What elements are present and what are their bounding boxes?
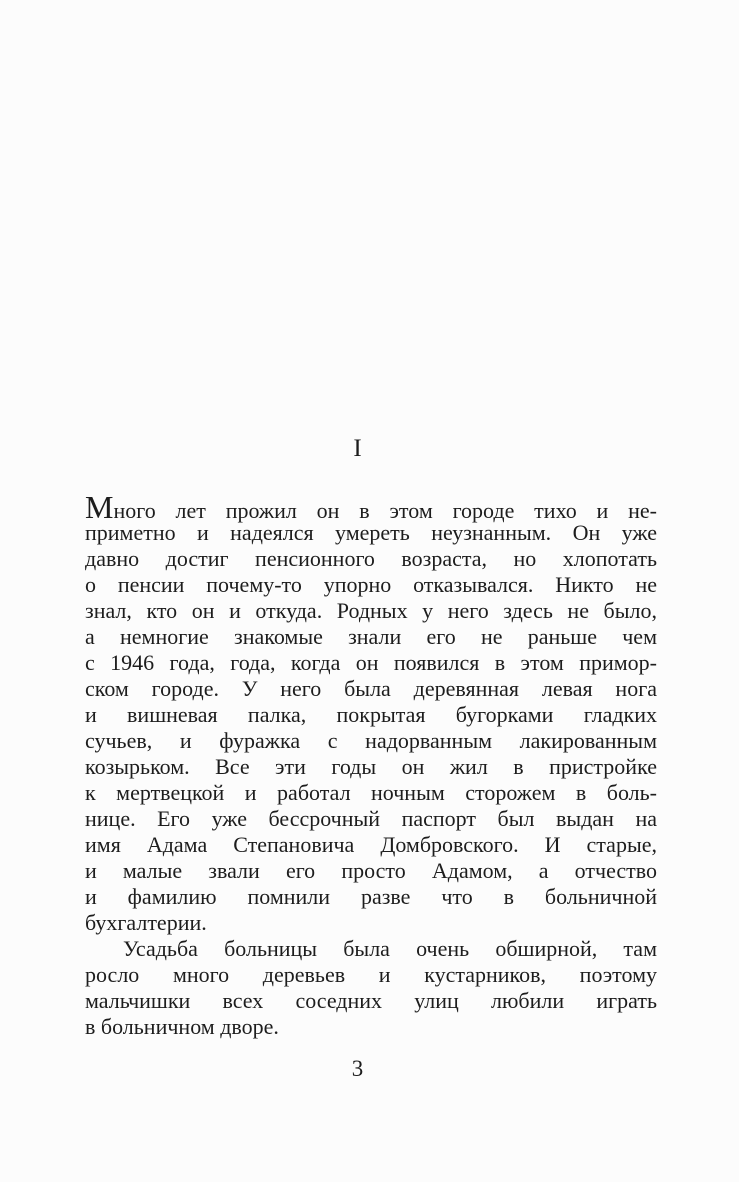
text-line: приметно и надеялся умереть неузнанным. Он уже [85,520,657,545]
text-line-rest: ного лет прожил он в этом городе тихо и не- [113,498,657,523]
drop-cap: М [85,489,114,525]
text-line: знал, кто он и откуда. Родных у него здесь не было, [85,598,657,623]
text-line: росло много деревьев и кустарников, поэтому [85,962,657,987]
text-line: и вишневая палка, покрытая бугорками гладких [85,702,657,727]
text-line: с 1946 года, года, когда он появился в этом примор- [85,650,657,675]
text-line: бухгалтерии. [85,910,207,935]
body-text [85,489,657,1040]
text-line: козырьком. Все эти годы он жил в пристройке [85,754,657,779]
text-line: к мертвецкой и работал ночным сторожем в боль- [85,780,657,805]
text-line: ском городе. У него была деревянная левая нога [85,676,657,701]
text-line: сучьев, и фуражка с надорванным лакированным [85,728,657,753]
text-line: в больничном дворе. [85,1014,279,1039]
text-line: о пенсии почему-то упорно отказывался. Никто не [85,572,657,597]
chapter-number: I [353,435,362,462]
text-line: мальчишки всех соседних улиц любили играть [85,988,657,1013]
text-line: давно достиг пенсионного возраста, но хлопотать [85,546,657,571]
text-line [85,489,657,525]
text-line: имя Адама Степановича Домбровского. И старые, [85,832,657,857]
text-line: нице. Его уже бессрочный паспорт был выдан на [85,806,657,831]
text-line: а немногие знакомые знали его не раньше чем [85,624,657,649]
text-line: и малые звали его просто Адамом, а отчество [85,858,657,883]
text-line: Усадьба больницы была очень обширной, там [123,936,657,961]
page-number: 3 [351,1056,364,1081]
text-line: и фамилию помнили разве что в больничной [85,884,657,909]
